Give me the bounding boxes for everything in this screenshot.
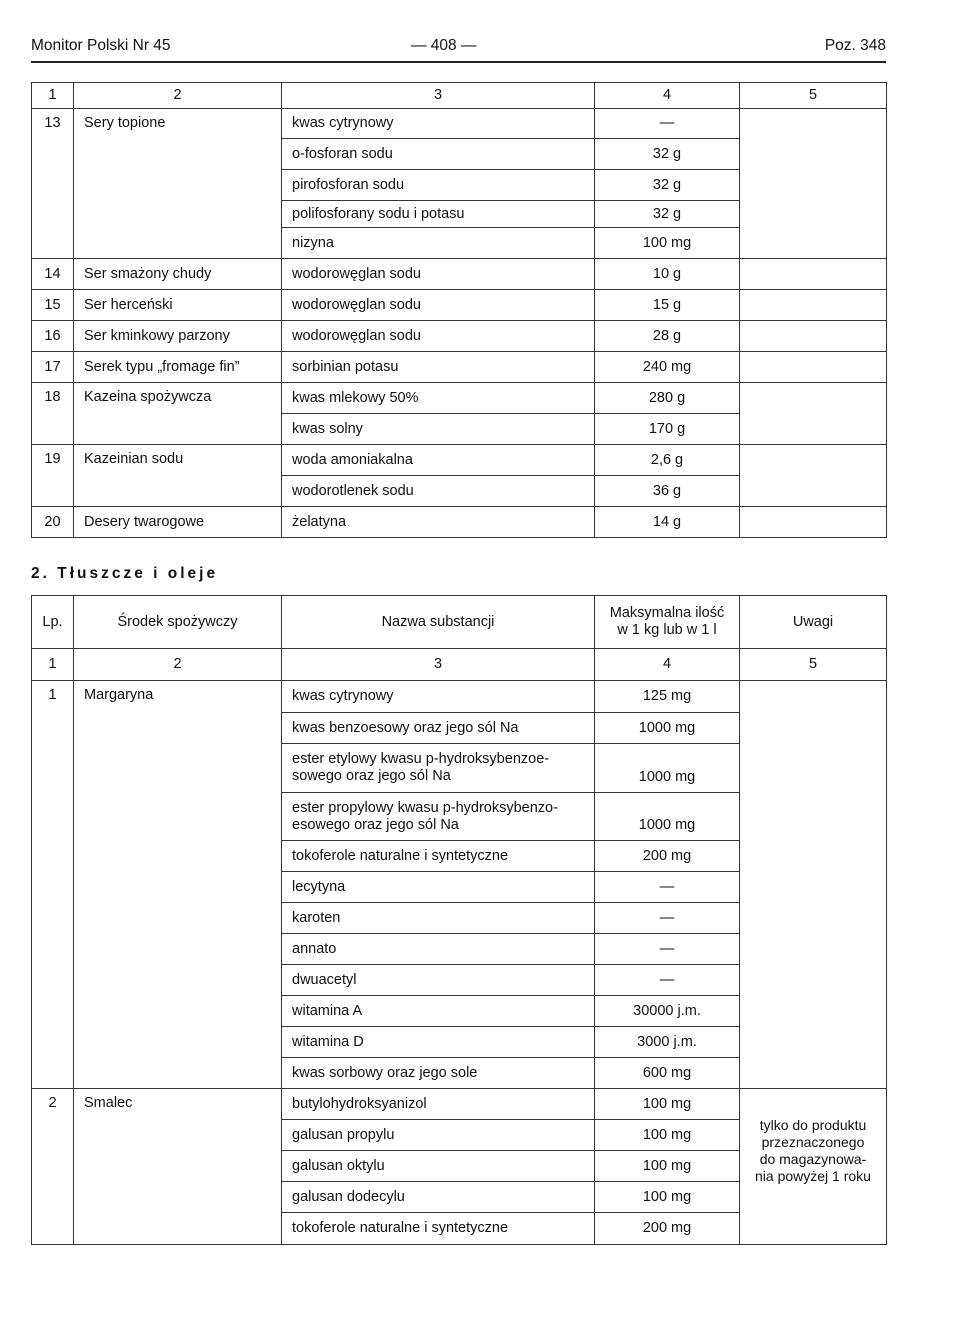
colnum: 4 xyxy=(595,83,740,109)
substance-name: dwuacetyl xyxy=(282,965,595,996)
table-row xyxy=(32,445,887,476)
notes-cell xyxy=(740,290,887,321)
header-max-line2: w 1 kg lub w 1 l xyxy=(617,622,717,638)
colnum: 5 xyxy=(740,649,887,681)
max-amount: 32 g xyxy=(595,139,740,170)
substance-name: kwas sorbowy oraz jego sole xyxy=(282,1058,595,1089)
row-lp: 14 xyxy=(32,259,74,290)
substance-name: kwas cytrynowy xyxy=(282,681,595,713)
publication-title: Monitor Polski Nr 45 xyxy=(31,37,171,54)
notes-cell xyxy=(740,383,887,445)
max-amount: 15 g xyxy=(595,290,740,321)
table-row xyxy=(32,507,887,538)
substance-name: wodorotlenek sodu xyxy=(282,476,595,507)
substance-name xyxy=(282,793,595,841)
table-row xyxy=(32,290,887,321)
max-amount: 32 g xyxy=(595,201,740,228)
row-lp: 19 xyxy=(32,445,74,507)
colnum: 5 xyxy=(740,83,887,109)
substance-name: kwas mlekowy 50% xyxy=(282,383,595,414)
substance-name: żelatyna xyxy=(282,507,595,538)
header-lp: Lp. xyxy=(32,596,74,649)
table-row xyxy=(32,383,887,414)
row-lp: 16 xyxy=(32,321,74,352)
food-name: Ser herceński xyxy=(74,290,282,321)
max-amount: 10 g xyxy=(595,259,740,290)
row-lp: 17 xyxy=(32,352,74,383)
header-max xyxy=(595,596,740,649)
substance-name: annato xyxy=(282,934,595,965)
notes-cell xyxy=(740,681,887,1089)
substance-name: tokoferole naturalne i syntetyczne xyxy=(282,1213,595,1245)
column-numbers-row xyxy=(32,83,887,109)
substance-name: kwas benzoesowy oraz jego sól Na xyxy=(282,713,595,744)
max-amount: 2,6 g xyxy=(595,445,740,476)
table-row xyxy=(32,109,887,139)
food-name: Ser smażony chudy xyxy=(74,259,282,290)
column-numbers-row xyxy=(32,649,887,681)
section-title: 2. Tłuszcze i oleje xyxy=(31,565,219,582)
max-amount: — xyxy=(595,903,740,934)
colnum: 2 xyxy=(74,649,282,681)
food-name: Kazeinian sodu xyxy=(74,445,282,507)
max-amount: 240 mg xyxy=(595,352,740,383)
food-name: Desery twarogowe xyxy=(74,507,282,538)
max-amount: 100 mg xyxy=(595,1182,740,1213)
colnum: 1 xyxy=(32,649,74,681)
table-row xyxy=(32,259,887,290)
substance-name: wodorowęglan sodu xyxy=(282,290,595,321)
substance-name: tokoferole naturalne i syntetyczne xyxy=(282,841,595,872)
food-name: Sery topione xyxy=(74,109,282,259)
colnum: 3 xyxy=(282,649,595,681)
note-line: przeznaczonego xyxy=(761,1133,865,1150)
header-rule xyxy=(31,61,886,63)
substance-name: nizyna xyxy=(282,228,595,259)
substance-name: lecytyna xyxy=(282,872,595,903)
max-amount: — xyxy=(595,965,740,996)
max-amount: 1000 mg xyxy=(595,793,740,841)
position-number: Poz. 348 xyxy=(824,37,886,54)
substance-line: sowego oraz jego sól Na xyxy=(292,768,451,784)
substance-line: esowego oraz jego sól Na xyxy=(292,816,459,833)
table-row xyxy=(32,352,887,383)
substance-name: sorbinian potasu xyxy=(282,352,595,383)
substance-name: o-fosforan sodu xyxy=(282,139,595,170)
max-amount: 1000 mg xyxy=(595,744,740,793)
max-amount: 200 mg xyxy=(595,841,740,872)
substance-name: galusan oktylu xyxy=(282,1151,595,1182)
row-lp: 18 xyxy=(32,383,74,445)
max-amount: 200 mg xyxy=(595,1213,740,1245)
max-amount: 1000 mg xyxy=(595,713,740,744)
note-line: tylko do produktu xyxy=(759,1116,867,1133)
header-max-line1: Maksymalna ilość xyxy=(609,605,725,621)
table-row xyxy=(32,321,887,352)
table-row xyxy=(32,681,887,713)
food-name: Margaryna xyxy=(74,681,282,1089)
max-amount: 100 mg xyxy=(595,1089,740,1120)
header-substance: Nazwa substancji xyxy=(282,596,595,649)
notes-cell xyxy=(740,445,887,507)
max-amount: 36 g xyxy=(595,476,740,507)
note-line: nia powyżej 1 roku xyxy=(755,1167,871,1184)
substance-name: witamina A xyxy=(282,996,595,1027)
max-amount: 600 mg xyxy=(595,1058,740,1089)
table-row xyxy=(32,1089,887,1120)
substance-name: karoten xyxy=(282,903,595,934)
substance-line: ester etylowy kwasu p-hydroksybenzoe- xyxy=(292,751,550,767)
substance-name: galusan dodecylu xyxy=(282,1182,595,1213)
colnum: 3 xyxy=(282,83,595,109)
smalec-note xyxy=(746,1117,880,1185)
row-lp: 2 xyxy=(32,1089,74,1245)
max-amount: 28 g xyxy=(595,321,740,352)
max-amount: 125 mg xyxy=(595,681,740,713)
substance-name: galusan propylu xyxy=(282,1120,595,1151)
notes-cell xyxy=(740,259,887,290)
substance-name: kwas cytrynowy xyxy=(282,109,595,139)
substance-name: kwas solny xyxy=(282,414,595,445)
header-notes: Uwagi xyxy=(740,596,887,649)
header-food: Środek spożywczy xyxy=(74,596,282,649)
row-lp: 20 xyxy=(32,507,74,538)
table-dairy xyxy=(31,82,887,538)
max-amount: 280 g xyxy=(595,383,740,414)
table-fats-oils xyxy=(31,595,887,1245)
max-amount: 170 g xyxy=(595,414,740,445)
substance-name: woda amoniakalna xyxy=(282,445,595,476)
colnum: 4 xyxy=(595,649,740,681)
substance-name: polifosforany sodu i potasu xyxy=(282,201,595,228)
notes-cell xyxy=(740,321,887,352)
max-amount: — xyxy=(595,934,740,965)
substance-name: wodorowęglan sodu xyxy=(282,259,595,290)
food-name: Smalec xyxy=(74,1089,282,1245)
substance-name: wodorowęglan sodu xyxy=(282,321,595,352)
notes-cell xyxy=(740,1213,887,1245)
max-amount: 32 g xyxy=(595,170,740,201)
max-amount: 100 mg xyxy=(595,228,740,259)
notes-cell xyxy=(740,1089,887,1213)
notes-cell xyxy=(740,352,887,383)
max-amount: — xyxy=(595,109,740,139)
substance-line: ester propylowy kwasu p-hydroksybenzo- xyxy=(292,799,558,816)
food-name: Serek typu „fromage fin” xyxy=(74,352,282,383)
row-lp: 13 xyxy=(32,109,74,259)
max-amount: 3000 j.m. xyxy=(595,1027,740,1058)
substance-name: witamina D xyxy=(282,1027,595,1058)
max-amount: 14 g xyxy=(595,507,740,538)
substance-name: butylohydroksyanizol xyxy=(282,1089,595,1120)
max-amount: 100 mg xyxy=(595,1151,740,1182)
max-amount: 30000 j.m. xyxy=(595,996,740,1027)
max-amount: 100 mg xyxy=(595,1120,740,1151)
colnum: 2 xyxy=(74,83,282,109)
food-name: Kazeina spożywcza xyxy=(74,383,282,445)
page-number: — 408 — xyxy=(411,37,477,54)
food-name: Ser kminkowy parzony xyxy=(74,321,282,352)
colnum: 1 xyxy=(32,83,74,109)
substance-name xyxy=(282,744,595,793)
page-header xyxy=(31,37,886,61)
row-lp: 15 xyxy=(32,290,74,321)
note-line: do magazynowa- xyxy=(759,1150,867,1167)
row-lp: 1 xyxy=(32,681,74,1089)
header-row xyxy=(32,596,887,649)
max-amount: — xyxy=(595,872,740,903)
notes-cell xyxy=(740,507,887,538)
substance-name: pirofosforan sodu xyxy=(282,170,595,201)
notes-cell xyxy=(740,109,887,259)
